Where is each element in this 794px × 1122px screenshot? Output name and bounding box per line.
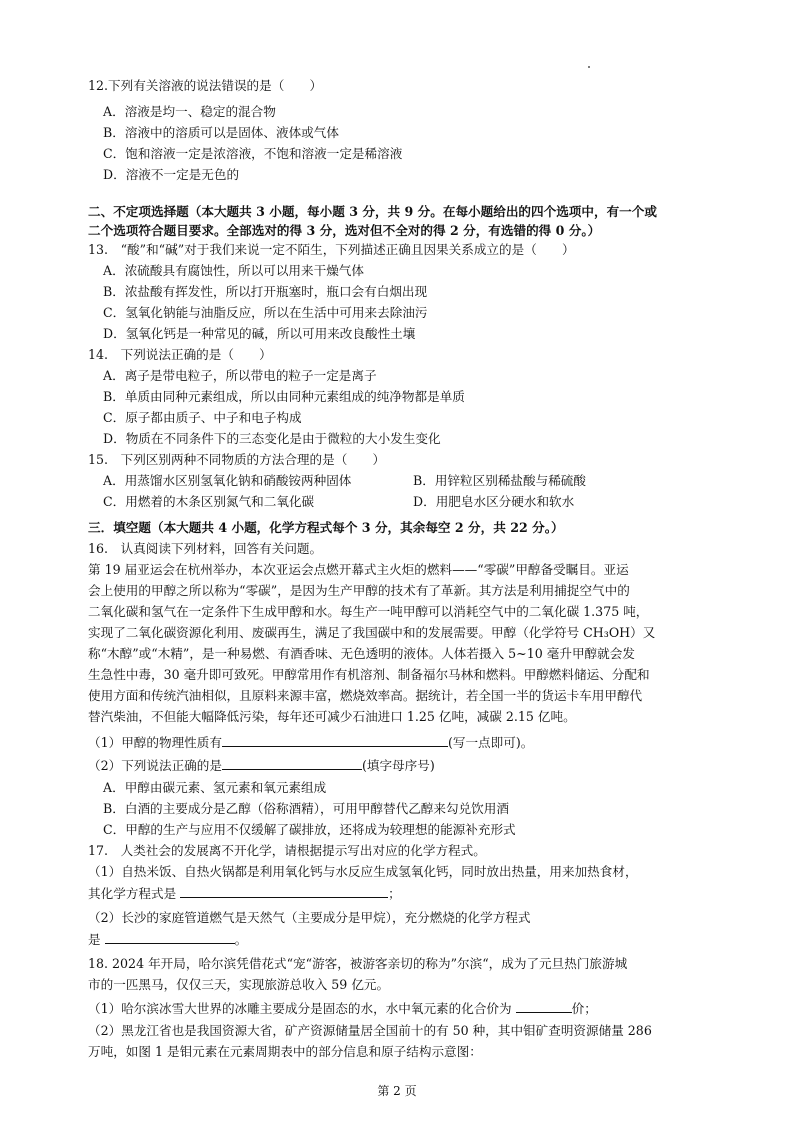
q16-sub1 [88, 733, 533, 752]
q18-line2: 市的一匹黑马，仅仅三天，实现旅游总收入 59 亿元。 [88, 977, 390, 992]
q12-option-c: C．饱和溶液一定是浓溶液，不饱和溶液一定是稀溶液 [103, 146, 403, 161]
q16-option-c: C．甲醇的生产与应用不仅缓解了碳排放，还将成为较理想的能源补充形式 [103, 822, 516, 837]
q16-passage-line: 替汽柴油，不但能大幅降低污染，每年还可减少石油进口 1.25 亿吨，减碳 2.15 亿吨。 [88, 709, 576, 724]
q12-option-b: B．溶液中的溶质可以是固体、液体或气体 [103, 125, 339, 140]
q15-stem: 15. 下列区别两种不同物质的方法合理的是（ ） [88, 452, 386, 467]
scan-dot [588, 66, 590, 68]
q16-stem: 16. 认真阅读下列材料，回答有关问题。 [88, 541, 323, 556]
q16-sub2 [88, 756, 435, 775]
q16-option-a: A．甲醇由碳元素、氢元素和氧元素组成 [103, 780, 327, 795]
q16-passage-line: 第 19 届亚运会在杭州举办，本次亚运会点燃开幕式主火炬的燃料——“零碳”甲醇备受瞩目。亚运 [88, 562, 629, 577]
q18-sub2-line1: （2）黑龙江省也是我国资源大省，矿产资源储量居全国前十的有 50 种，其中钼矿查明资源储量 286 [88, 1023, 652, 1038]
q15-option-a: A．用蒸馏水区别氢氧化钠和硝酸铵两种固体 [103, 473, 352, 488]
q17-sub2-prompt: 是 [88, 932, 101, 947]
q13-stem: 13. “酸”和“碱”对于我们来说一定不陌生，下列描述正确且因果关系成立的是（ ） [88, 242, 575, 257]
q18-sub1-unit: 价； [571, 1001, 597, 1016]
q16-passage-line: 二氧化碳和氢气在一定条件下生成甲醇和水。每生产一吨甲醇可以消耗空气中的二氧化碳 1.375 吨， [88, 604, 649, 619]
q17-sub1-end: ； [388, 886, 401, 901]
page-number: 第 2 页 [377, 1084, 417, 1098]
q16-sub1-hint: (写一点即可)。 [447, 735, 534, 750]
q14-option-d: D．物质在不同条件下的三态变化是由于微粒的大小发生变化 [103, 431, 441, 446]
q17-sub2-answer-blank[interactable] [105, 930, 235, 944]
q12-stem: 12.下列有关溶液的说法错误的是（ ） [88, 78, 323, 93]
q17-sub1-line2 [88, 884, 401, 903]
q13-option-a: A．浓硫酸具有腐蚀性，所以可以用来干燥气体 [103, 263, 364, 278]
q17-sub1-answer-blank[interactable] [180, 884, 388, 898]
q14-option-a: A．离子是带电粒子，所以带电的粒子一定是离子 [103, 368, 377, 383]
q13-option-d: D．氢氧化钙是一种常见的碱，所以可用来改良酸性土壤 [103, 326, 416, 341]
q17-sub2-line1: （2）长沙的家庭管道燃气是天然气（主要成分是甲烷），充分燃烧的化学方程式 [88, 910, 531, 925]
q16-option-b: B．白酒的主要成分是乙醇（俗称酒精），可用甲醇替代乙醇来勾兑饮用酒 [103, 801, 509, 816]
q18-sub1 [88, 999, 597, 1018]
q16-sub2-prompt: （2）下列说法正确的是 [88, 758, 222, 773]
q15-option-d: D．用肥皂水区分硬水和软水 [413, 494, 575, 509]
q13-option-b: B．浓盐酸有挥发性，所以打开瓶塞时，瓶口会有白烟出现 [103, 284, 428, 299]
q18-sub1-answer-blank[interactable] [516, 999, 572, 1013]
q17-sub1-line1: （1）自热米饭、自热火锅都是利用氧化钙与水反应生成氢氧化钙，同时放出热量，用来加热食材， [88, 864, 638, 879]
q16-passage-line: 称“木醇”或“木精”，是一种易燃、有酒香味、无色透明的液体。人体若摄入 5~10 毫升甲醇就会发 [88, 646, 635, 661]
q17-sub2-line2 [88, 930, 247, 949]
q16-sub2-answer-blank[interactable] [222, 756, 362, 770]
q17-stem: 17. 人类社会的发展离不开化学，请根据提示写出对应的化学方程式。 [88, 843, 486, 858]
section3-header: 三．填空题（本大题共 4 小题，化学方程式每个 3 分，其余每空 2 分，共 22 分。） [88, 520, 564, 535]
q16-sub2-hint: (填字母序号) [361, 758, 435, 773]
q13-option-c: C．氢氧化钠能与油脂反应，所以在生活中可用来去除油污 [103, 305, 428, 320]
q14-option-c: C．原子都由质子、中子和电子构成 [103, 410, 302, 425]
q16-sub1-prompt: （1）甲醇的物理性质有 [88, 735, 222, 750]
q18-sub2-line2: 万吨，如图 1 是钼元素在元素周期表中的部分信息和原子结构示意图： [88, 1044, 482, 1059]
section2-header-line2: 二个选项符合题目要求。全部选对的得 3 分，选对但不全对的得 2 分，有选错的得 0 分。） [88, 223, 601, 238]
q12-option-a: A．溶液是均一、稳定的混合物 [103, 104, 276, 119]
q17-sub2-end: 。 [234, 932, 248, 947]
q16-passage-line: 实现了二氧化碳资源化利用、废碳再生，满足了我国碳中和的发展需要。甲醇（化学符号 CH₃OH）又 [88, 625, 656, 640]
q12-option-d: D．溶液不一定是无色的 [103, 167, 240, 182]
section2-header-line1: 二、不定项选择题（本大题共 3 小题，每小题 3 分，共 9 分。在每小题给出的四个选项中，有一个或 [88, 204, 657, 219]
q16-passage-line: 使用方面和传统汽油相似，且原料来源丰富，燃烧效率高。据统计，若全国一半的货运卡车用甲醇代 [88, 688, 643, 703]
q18-sub1-prompt: （1）哈尔滨冰雪大世界的冰雕主要成分是固态的水，水中氧元素的化合价为 [88, 1001, 512, 1016]
q16-sub1-answer-blank[interactable] [222, 733, 448, 747]
q15-option-c: C．用燃着的木条区别氮气和二氧化碳 [103, 494, 315, 509]
q17-sub1-prompt: 其化学方程式是 [88, 886, 177, 901]
q16-passage-line: 会上使用的甲醇之所以称为“零碳”，是因为生产甲醇的技术有了革新。其方法是利用捕捉空气中的 [88, 583, 630, 598]
q14-option-b: B．单质由同种元素组成，所以由同种元素组成的纯净物都是单质 [103, 389, 465, 404]
q14-stem: 14. 下列说法正确的是（ ） [88, 347, 272, 362]
q16-passage-line: 生急性中毒，30 毫升即可致死。甲醇常用作有机溶剂、制备福尔马林和燃料。甲醇燃料储运、分配和 [88, 667, 650, 682]
q18-line1: 18. 2024 年开局，哈尔滨凭借花式“宠“游客，被游客亲切的称为”尔滨“，成为了元旦热门旅游城 [88, 956, 628, 971]
q15-option-b: B．用锌粒区别稀盐酸与稀硫酸 [413, 473, 586, 488]
